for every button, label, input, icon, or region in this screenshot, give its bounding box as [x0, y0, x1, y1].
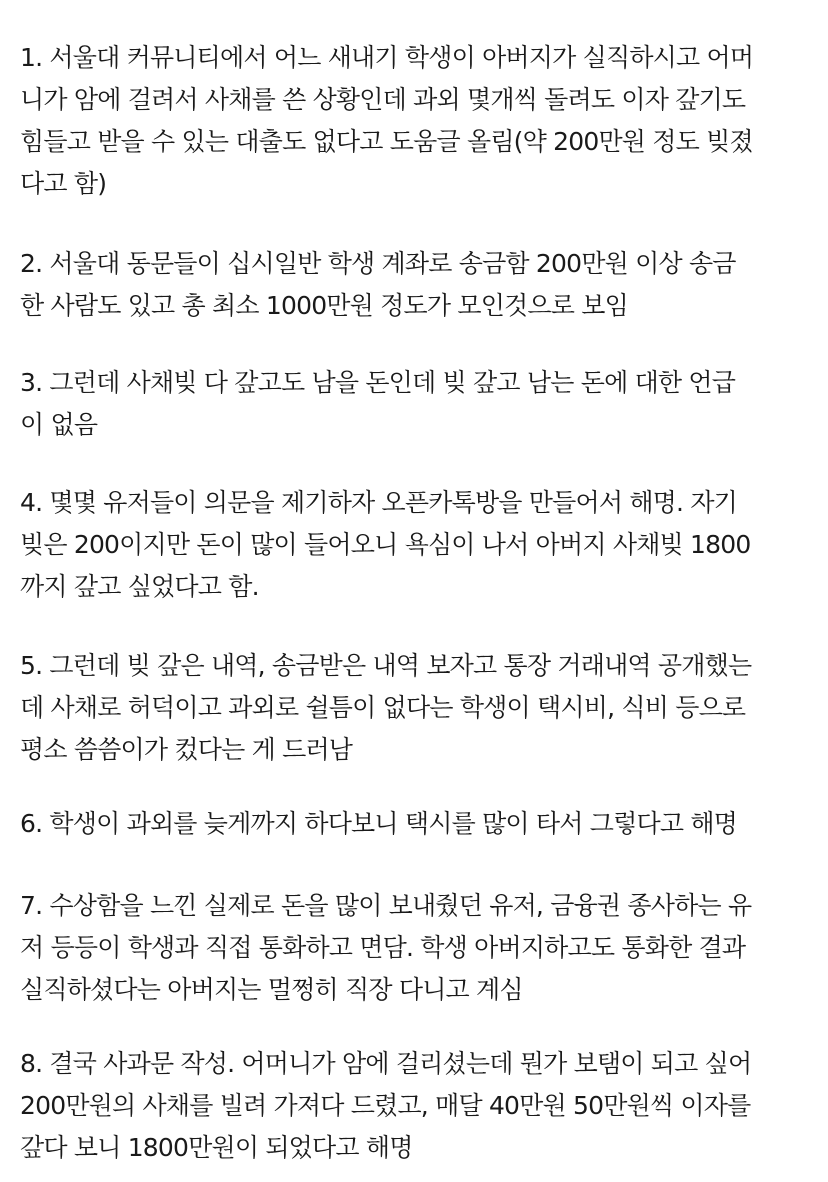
text-line: 4. 몇몇 유저들이 의문을 제기하자 오픈카톡방을 만들어서 해명. 자기 — [20, 488, 738, 517]
text-line: 한 사람도 있고 총 최소 1000만원 정도가 모인것으로 보임 — [20, 291, 628, 320]
text-line: 데 사채로 허덕이고 과외로 쉴틈이 없다는 학생이 택시비, 식비 등으로 — [20, 693, 746, 722]
text-line: 갚다 보니 1800만원이 되었다고 해명 — [20, 1133, 413, 1162]
text-line: 8. 결국 사과문 작성. 어머니가 암에 걸리셨는데 뭔가 보탬이 되고 싶어 — [20, 1049, 752, 1078]
list-item-1 — [20, 37, 810, 205]
text-line: 5. 그런데 빚 갚은 내역, 송금받은 내역 보자고 통장 거래내역 공개했는 — [20, 651, 752, 680]
text-line: 니가 암에 걸려서 사채를 쓴 상황인데 과외 몇개씩 돌려도 이자 갚기도 — [20, 85, 746, 114]
list-item-3 — [20, 362, 810, 446]
text-line: 2. 서울대 동문들이 십시일반 학생 계좌로 송금함 200만원 이상 송금 — [20, 249, 736, 278]
text-line: 3. 그런데 사채빚 다 갚고도 남을 돈인데 빚 갚고 남는 돈에 대한 언급 — [20, 368, 736, 397]
text-line: 6. 학생이 과외를 늦게까지 하다보니 택시를 많이 타서 그렇다고 해명 — [20, 809, 738, 838]
list-item-5 — [20, 645, 810, 771]
text-line: 7. 수상함을 느낀 실제로 돈을 많이 보내줬던 유저, 금융권 종사하는 유 — [20, 891, 752, 920]
text-line: 힘들고 받을 수 있는 대출도 없다고 도움글 올림(약 200만원 정도 빚졌 — [20, 127, 753, 156]
text-line: 1. 서울대 커뮤니티에서 어느 새내기 학생이 아버지가 실직하시고 어머 — [20, 43, 754, 72]
text-line: 저 등등이 학생과 직접 통화하고 면담. 학생 아버지하고도 통화한 결과 — [20, 933, 746, 962]
list-item-8 — [20, 1043, 810, 1169]
list-item-6 — [20, 803, 810, 845]
list-item-4 — [20, 482, 810, 608]
text-line: 다고 함) — [20, 169, 107, 198]
list-item-2 — [20, 243, 810, 327]
text-line: 실직하셨다는 아버지는 멀쩡히 직장 다니고 계심 — [20, 975, 523, 1004]
text-line: 까지 갚고 싶었다고 함. — [20, 572, 259, 601]
list-item-7 — [20, 885, 810, 1011]
text-line: 200만원의 사채를 빌려 가져다 드렸고, 매달 40만원 50만원씩 이자를 — [20, 1091, 751, 1120]
text-line: 평소 씀씀이가 컸다는 게 드러남 — [20, 735, 353, 764]
text-line: 빚은 200이지만 돈이 많이 들어오니 욕심이 나서 아버지 사채빚 1800 — [20, 530, 751, 559]
text-line: 이 없음 — [20, 410, 98, 439]
